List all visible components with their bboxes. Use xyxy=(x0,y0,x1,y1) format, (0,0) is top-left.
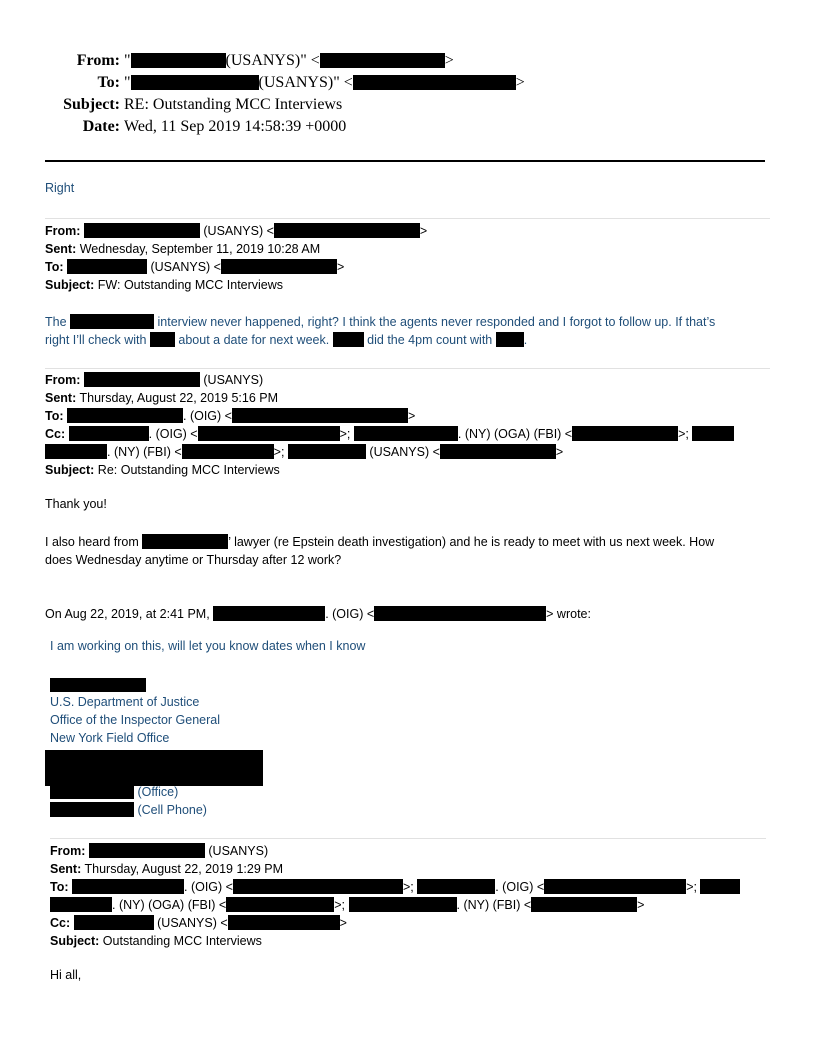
header-divider xyxy=(45,160,765,162)
redaction xyxy=(232,408,408,423)
redaction xyxy=(572,426,678,441)
header-date-row xyxy=(0,116,816,138)
redaction xyxy=(213,606,325,621)
redaction xyxy=(333,332,364,347)
redaction xyxy=(74,915,154,930)
redaction xyxy=(374,606,546,621)
redaction xyxy=(182,444,274,459)
redaction xyxy=(69,426,149,441)
redaction xyxy=(228,915,340,930)
redaction xyxy=(349,897,457,912)
message1-subject: FW: Outstanding MCC Interviews xyxy=(97,278,284,292)
message2-body: I also heard from ’ lawyer (re Epstein death investigation) and he is ready to meet with us next week. How does Wednesday anytime or Thursday after 12 work? xyxy=(45,535,715,567)
redaction xyxy=(84,223,200,238)
redaction xyxy=(221,259,337,274)
redaction xyxy=(89,843,205,858)
office-phone-label: (Office) xyxy=(137,785,179,799)
redaction xyxy=(440,444,556,459)
email-header xyxy=(0,50,816,138)
header-from-row: From: " (USANYS)" < > xyxy=(0,50,816,72)
header-to-row: To: " (USANYS)" < > xyxy=(0,72,816,94)
message3-subject: Outstanding MCC Interviews xyxy=(102,934,262,948)
header-to-label: To: xyxy=(97,74,120,91)
redaction xyxy=(198,426,340,441)
message2-quote-intro: On Aug 22, 2019, at 2:41 PM, . (OIG) < > wrote: xyxy=(45,607,591,621)
message-separator xyxy=(50,838,766,839)
redaction xyxy=(131,75,259,90)
message-separator xyxy=(45,218,770,219)
message3-greeting: Hi all, xyxy=(50,968,82,982)
header-from-label: From: xyxy=(76,52,120,69)
redaction xyxy=(354,426,458,441)
signature-name-redaction xyxy=(50,678,146,692)
cell-phone-label: (Cell Phone) xyxy=(137,803,207,817)
header-subject-label: Subject: xyxy=(63,96,120,113)
redaction xyxy=(274,223,420,238)
redaction xyxy=(70,314,154,329)
message3-header: From: (USANYS) Sent: Thursday, August 22, 2019 1:29 PM To: . (OIG) < >; . (OIG) < >; . (NY) (OGA) (FBI) < >; . (NY) (FBI) < > Cc: (USANYS) < > Subject: Outstanding MCC Interviews xyxy=(50,842,740,950)
message-separator xyxy=(45,368,770,369)
redaction xyxy=(233,879,403,894)
signature-phones xyxy=(50,783,207,819)
redaction xyxy=(45,444,107,459)
redaction xyxy=(150,332,175,347)
redaction xyxy=(131,53,226,68)
header-date-label: Date: xyxy=(82,118,120,135)
redaction xyxy=(67,259,147,274)
message1-header: From: (USANYS) < > Sent: Wednesday, September 11, 2019 10:28 AM To: (USANYS) < > Subject: FW: Outstanding MCC Interviews xyxy=(45,224,428,292)
signature-block: U.S. Department of Justice Office of the Inspector General New York Field Office xyxy=(50,695,221,745)
message2-header: From: (USANYS) Sent: Thursday, August 22, 2019 5:16 PM To: . (OIG) < > Cc: . (OIG) < >; . (NY) (OGA) (FBI) < >; . (NY) (FBI) < >; (USANYS) < > Subject: Re: Outstanding MCC Interviews xyxy=(45,371,734,479)
quoted-text: I am working on this, will let you know dates when I know xyxy=(50,639,366,653)
header-subject-row xyxy=(0,94,816,116)
redaction xyxy=(544,879,686,894)
redaction xyxy=(531,897,637,912)
redaction xyxy=(692,426,734,441)
header-subject: RE: Outstanding MCC Interviews xyxy=(124,96,343,113)
reply-text: Right xyxy=(45,181,75,195)
signature-address-redaction xyxy=(45,750,263,786)
redaction xyxy=(67,408,183,423)
redaction xyxy=(72,879,184,894)
redaction xyxy=(288,444,366,459)
message2-sent: Thursday, August 22, 2019 5:16 PM xyxy=(79,391,279,405)
header-date: Wed, 11 Sep 2019 14:58:39 +0000 xyxy=(124,118,347,135)
message2-thanks: Thank you! xyxy=(45,497,107,511)
redaction xyxy=(417,879,495,894)
redaction xyxy=(50,784,134,799)
redaction xyxy=(496,332,524,347)
redaction xyxy=(84,372,200,387)
redaction xyxy=(50,897,112,912)
message3-sent: Thursday, August 22, 2019 1:29 PM xyxy=(84,862,284,876)
redaction xyxy=(50,802,134,817)
redaction xyxy=(226,897,334,912)
redaction xyxy=(353,75,516,90)
message1-body: The interview never happened, right? I think the agents never responded and I forgot to follow up. If that’s right I’ll check with about a date for next week. did the 4pm count with . xyxy=(45,315,716,347)
message2-subject: Re: Outstanding MCC Interviews xyxy=(97,463,280,477)
redaction xyxy=(142,534,228,549)
redaction xyxy=(320,53,445,68)
message1-sent: Wednesday, September 11, 2019 10:28 AM xyxy=(79,242,321,256)
redaction xyxy=(700,879,740,894)
